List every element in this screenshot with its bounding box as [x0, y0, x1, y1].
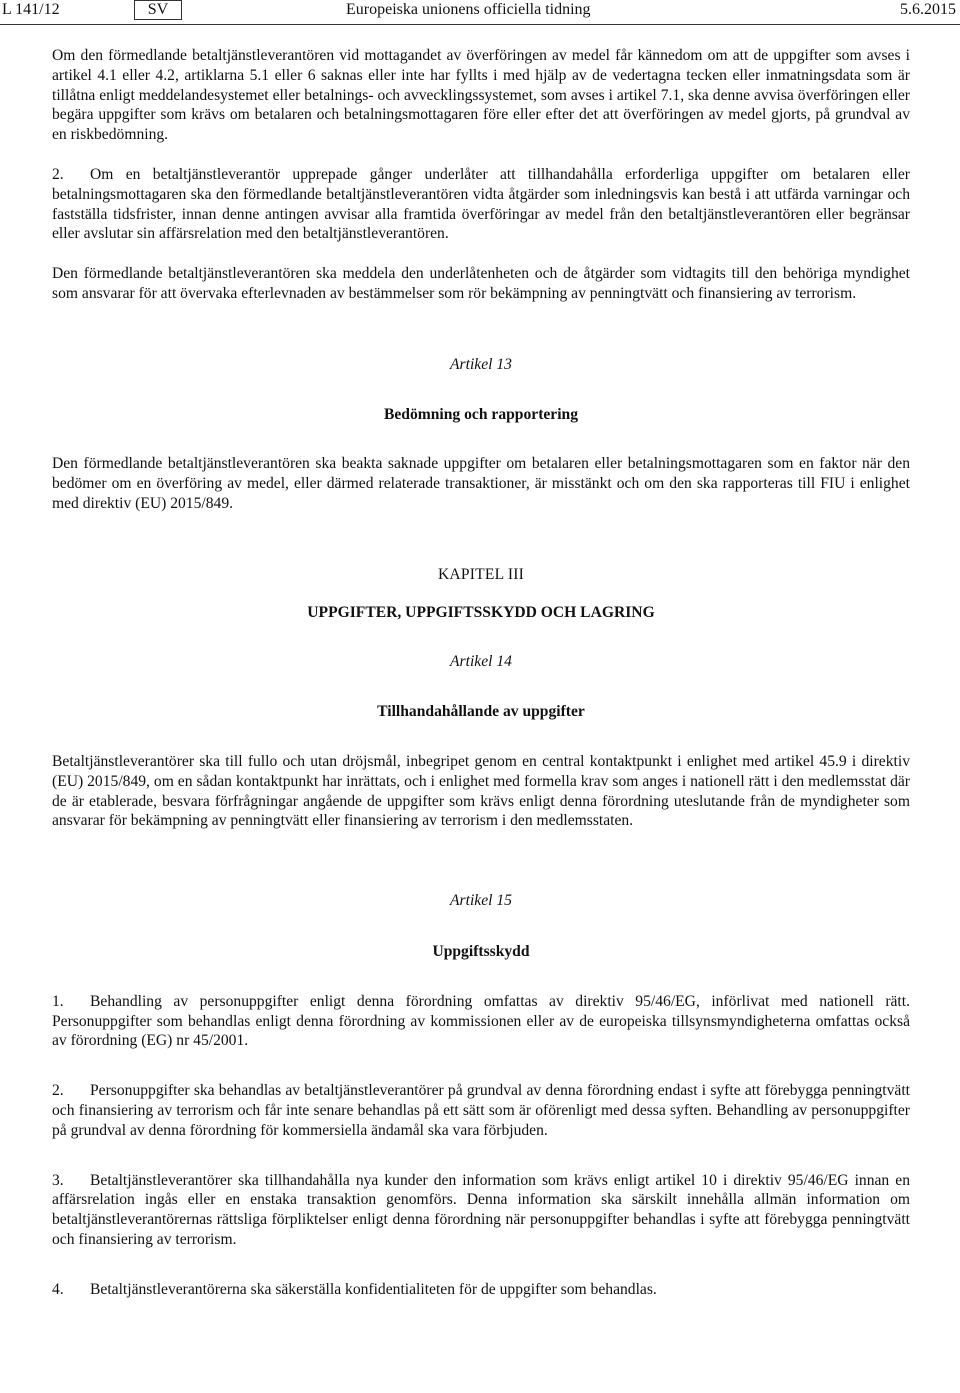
article-14-title: Artikel 14 [450, 653, 512, 671]
paragraph-number: 4. [52, 1280, 64, 1298]
paragraph-text: Betaltjänstleverantörer ska tillhandahålla nya kunder den information som krävs enligt artikel 10 i direktiv 95/46/EG innan en affärsrelation ingås eller en enstaka transaktion genomförs. Denna information ska särskilt innehålla allmän information om betaltjänstleverantörernas rättsliga förpliktelser enligt denna förordning när personuppgifter behandlas i syfte att förebygga penningtvätt och finansiering av terrorism. [52, 1171, 910, 1248]
paragraph-number: 2. [52, 1082, 64, 1100]
paragraph-text: Betaltjänstleverantörerna ska säkerställa konfidentialiteten för de uppgifter som behandlas. [90, 1280, 657, 1298]
paragraph-number: 2. [52, 165, 64, 183]
article-13-text: Den förmedlande betaltjänstleverantören ska beakta saknade uppgifter om betalaren eller betalningsmottagaren som en faktor när den bedömer om en överföring av medel, eller därmed relaterade transaktioner, är misstänkt och om den ska rapporteras till FIU i enlighet med direktiv (EU) 2015/849. [52, 455, 910, 512]
article-13-heading: Bedömning och rapportering [383, 405, 579, 423]
document-body [52, 46, 910, 1299]
chapter-title: KAPITEL III [437, 565, 525, 583]
publication-date: 5.6.2015 [900, 1, 956, 18]
paragraph-2 [52, 165, 910, 244]
journal-title: Europeiska unionens officiella tidning [346, 1, 591, 18]
chapter-heading: UPPGIFTER, UPPGIFTSSKYDD OCH LAGRING [307, 603, 655, 621]
paragraph-text: Behandling av personuppgifter enligt denna förordning omfattas av direktiv 95/46/EG, införlivat med nationell rätt. Personuppgifter som behandlas enligt denna förordning av kommissionen eller av de europeiska tillsynsmyndigheterna omfattas också av förordning (EG) nr 45/2001. [52, 992, 910, 1050]
paragraph-number: 1. [52, 992, 64, 1010]
paragraph-text: Om en betaltjänstleverantör upprepade gånger underlåter att tillhandahålla erforderliga uppgifter om betalaren eller betalningsmottagaren ska den förmedlande betaltjänstleverantören vidta åtgärder som inledningsvis kan bestå i att utfärda varningar och fastställa tidsfrister, innan denne antingen avvisar alla framtida överföringar av medel från den betaltjänstleverantören eller begränsar eller avslutar sin affärsrelation med den betaltjänstleverantören. [52, 165, 910, 243]
article-15-title: Artikel 15 [450, 892, 512, 910]
article-15-paragraph-4 [52, 1280, 910, 1300]
paragraph-text: Personuppgifter ska behandlas av betaltjänstleverantörer på grundval av denna förordning endast i syfte att förebygga penningtvätt och finansiering av terrorism och får inte senare behandlas på ett sätt som är oförenligt med dessa syften. Behandling av personuppgifter på grundval av denna förordning för kommersiella ändamål ska vara förbjuden. [52, 1082, 910, 1139]
header-rule [0, 24, 960, 25]
oj-reference: L 141/12 [2, 1, 60, 18]
article-15-paragraph-2 [52, 1081, 910, 1140]
paragraph-number: 3. [52, 1171, 64, 1189]
article-15-paragraph-1 [52, 992, 910, 1051]
language-badge: SV [134, 0, 182, 20]
paragraph-notify-authority: Den förmedlande betaltjänstleverantören ska meddela den underlåtenheten och de åtgärder som vidtagits till den behöriga myndighet som ansvarar för att övervaka efterlevnaden av bestämmelser som rör bekämpning av penningtvätt och finansiering av terrorism. [52, 265, 910, 302]
article-14-heading: Tillhandahållande av uppgifter [377, 703, 585, 721]
article-14-text: Betaltjänstleverantörer ska till fullo och utan dröjsmål, inbegripet genom en central kontaktpunkt i enlighet med artikel 45.9 i direktiv (EU) 2015/849, om en sådan kontaktpunkt har inrättats, och i enlighet med formella krav som anges i nationell rätt i den medlemsstat där de är etablerade, besvara förfrågningar angående de uppgifter som krävs enligt denna förordning uteslutande från de myndigheter som ansvarar för bekämpning av penningtvätt eller finansiering av terrorism i den medlemsstaten. [52, 752, 910, 830]
article-13-title: Artikel 13 [450, 355, 512, 373]
page-header [0, 0, 960, 22]
paragraph-missing-data: Om den förmedlande betaltjänstleverantören vid mottagandet av överföringen av medel får kännedom om att de uppgifter som avses i artikel 4.1 eller 4.2, artiklarna 5.1 eller 6 saknas eller inte har fyllts i med hjälp av de vedertagna tecken eller inmatningsdata som är tillåtna enligt meddelandesystemet eller betalnings- och avvecklingssystemet, som avses i artikel 7.1, ska denne avvisa överföringen eller begära uppgifter som krävs om betalaren och betalningsmottagaren före eller efter det att överföringen av medel gjorts, på grundval av en riskbedömning. [52, 47, 910, 144]
article-15-heading: Uppgiftsskydd [432, 942, 530, 960]
article-15-paragraph-3 [52, 1171, 910, 1250]
